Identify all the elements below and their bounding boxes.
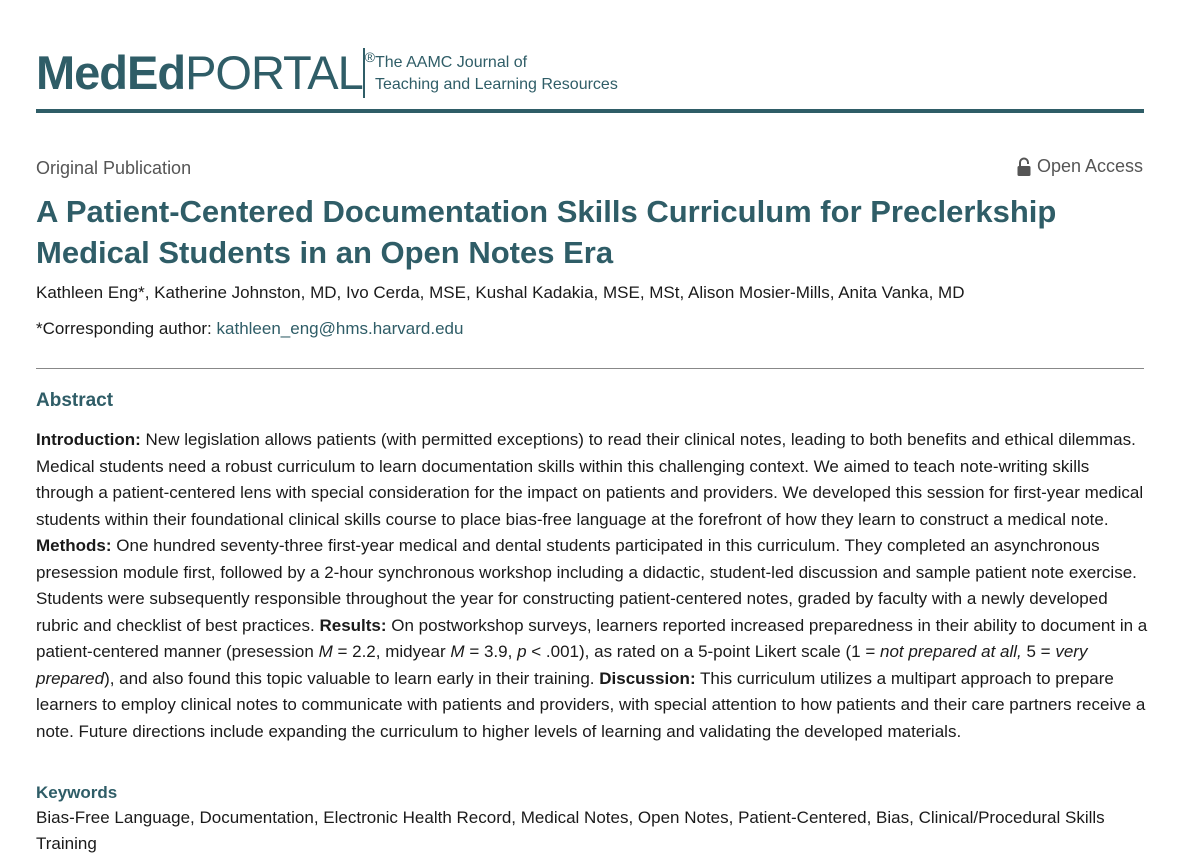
unlocked-padlock-icon <box>1017 157 1031 177</box>
tagline-line-2: Teaching and Learning Resources <box>375 76 618 93</box>
stat-m-midyear: M <box>450 642 465 661</box>
article-title: A Patient-Centered Documentation Skills Curriculum for Preclerkship Medical Students in an Open Notes Era <box>36 194 1057 270</box>
introduction-label: Introduction: <box>36 430 141 449</box>
likert-high-label: very prepared <box>36 642 1088 688</box>
keywords-list: Bias-Free Language, Documentation, Electronic Health Record, Medical Notes, Open Notes, Patient-Centered, Bias, Clinical/Procedural Skills Training <box>36 808 1105 853</box>
results-text-2: ), and also found this topic valuable to learn early in their training. <box>104 668 595 688</box>
abstract-heading: Abstract <box>36 390 114 411</box>
likert-low-label: not prepared at all, <box>879 642 1022 661</box>
journal-logo[interactable] <box>36 46 374 100</box>
publication-type: Original Publication <box>36 158 192 178</box>
results-text-1: On postworkshop surveys, learners reported increased preparedness in their ability to document in a patient-centered manner (presession <box>36 615 1148 661</box>
abstract-body <box>36 427 1148 745</box>
results-value-p: < .001), as rated on a 5-point Likert scale (1 = <box>531 642 876 661</box>
likert-mid: 5 = <box>1026 642 1051 661</box>
logo-divider <box>363 48 365 98</box>
discussion-label: Discussion: <box>599 668 696 688</box>
corresponding-email-link[interactable]: kathleen_eng@hms.harvard.edu <box>216 319 464 338</box>
open-access-badge <box>1017 156 1143 177</box>
stat-m-presession: M <box>318 642 333 661</box>
results-value-midyear: = 3.9, <box>469 642 513 661</box>
tagline-line-1: The AAMC Journal of <box>375 54 528 71</box>
logo-registered-mark: ® <box>364 49 375 65</box>
results-label: Results: <box>319 615 387 635</box>
corresponding-author <box>36 319 463 339</box>
logo-portal: PORTAL <box>185 46 363 99</box>
introduction-text: New legislation allows patients (with permitted exceptions) to read their clinical notes, leading to both benefits and ethical dilemmas. Medical students need a robust curriculum to learn documentation skills within this challenging context. We aimed to teach note-writing skills through a patient-centered lens with special consideration for the impact on patients and providers. We developed this session for first-year medical students within their foundational clinical skills course to place bias-free language at the forefront of how they learn to construct a medical note. <box>36 430 1144 529</box>
author-list: Kathleen Eng*, Katherine Johnston, MD, Ivo Cerda, MSE, Kushal Kadakia, MSE, MSt, Alison Mosier-Mills, Anita Vanka, MD <box>36 283 965 302</box>
logo-meded: MedEd <box>36 46 186 99</box>
methods-text: One hundred seventy-three first-year medical and dental students participated in this curriculum. They completed an asynchronous presession module first, followed by a 2-hour synchronous workshop including a didactic, student-led discussion and sample patient note exercise. Students were subsequently responsible throughout the year for constructing patient-centered notes, graded by faculty with a newly developed rubric and checklist of best practices. <box>36 536 1137 635</box>
discussion-text: This curriculum utilizes a multipart approach to prepare learners to employ clinical notes to communicate with patients and providers, with special attention to how patients and their care partners receive a note. Future directions include expanding the curriculum to higher levels of learning and validating the developed materials. <box>36 668 1146 741</box>
journal-tagline <box>375 52 618 96</box>
section-divider <box>36 368 1144 369</box>
results-value-presession: = 2.2, midyear <box>337 642 446 661</box>
keywords-heading: Keywords <box>36 783 118 802</box>
methods-label: Methods: <box>36 536 112 555</box>
stat-p: p <box>517 642 527 661</box>
corresponding-label: *Corresponding author: <box>36 319 212 338</box>
header-rule <box>36 109 1144 113</box>
open-access-label: Open Access <box>1036 156 1143 176</box>
